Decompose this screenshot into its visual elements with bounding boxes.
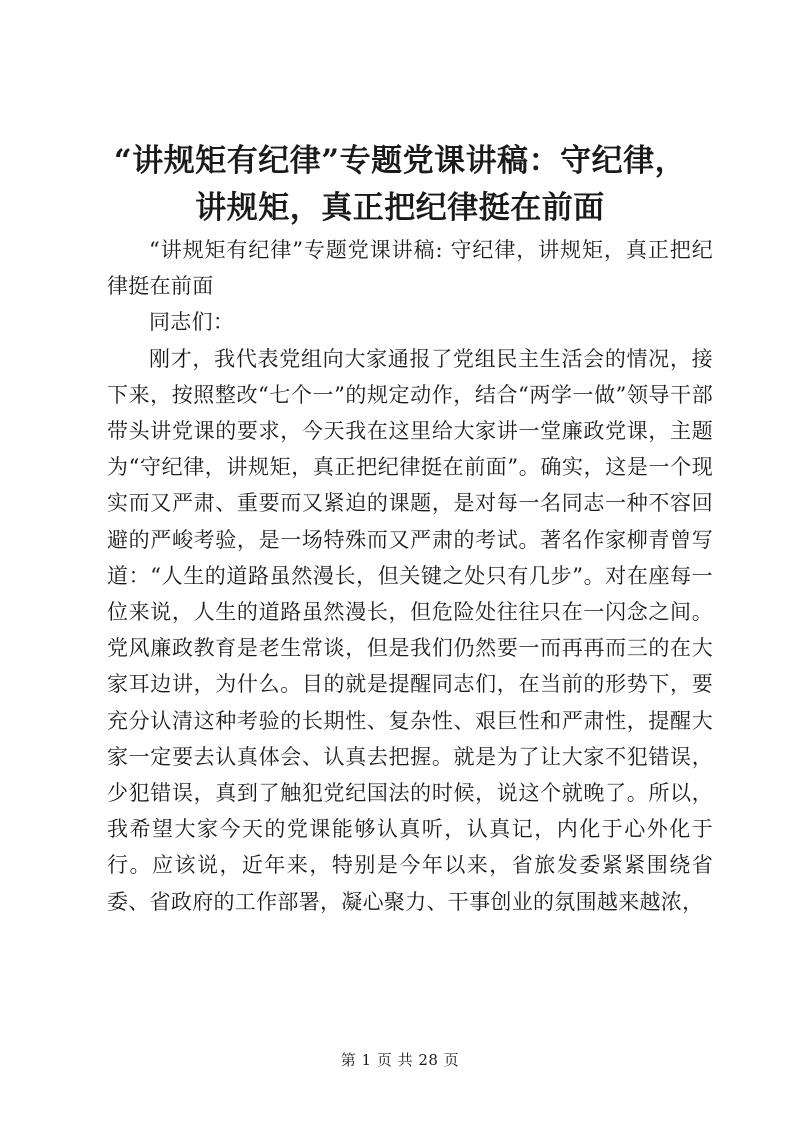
paragraph-subtitle: “讲规矩有纪律”专题党课讲稿: 守纪律，讲规矩，真正把纪律挺在前面 (107, 238, 713, 299)
document-title: “讲规矩有纪律”专题党课讲稿：守纪律，讲规矩，真正把纪律挺在前面 (113, 143, 687, 226)
document-body (107, 232, 713, 920)
page-footer: 第 1 页 共 28 页 (340, 1051, 460, 1069)
paragraph-greeting: 同志们： (149, 310, 235, 335)
paragraph-main: 刚才，我代表党组向大家通报了党组民主生活会的情况，接下来，按照整改“七个一”的规定动作，结合“两学一做”领导干部带头讲党课的要求，今天我在这里给大家讲一堂廉政党课，主题为“守纪律，讲规矩，真正把纪律挺在前面”。确实，这是一个现实而又严肃、重要而又紧迫的课题，是对每一名同志一种不容回避的严峻考验，是一场特殊而又严肃的考试。著名作家柳青曾写道：“人生的道路虽然漫长，但关键之处只有几步”。对在座每一位来说，人生的道路虽然漫长，但危险处往往只在一闪念之间。党风廉政教育是老生常谈，但是我们仍然要一而再再而三的在大家耳边讲，为什么。目的就是提醒同志们，在当前的形势下，要充分认清这种考验的长期性、复杂性、艰巨性和严肃性，提醒大家一定要去认真体会、认真去把握。就是为了让大家不犯错误，少犯错误，真到了触犯党纪国法的时候，说这个就晚了。所以，我希望大家今天的党课能够认真听，认真记，内化于心外化于行。应该说，近年来，特别是今年以来，省旅发委紧紧围绕省委、省政府的工作部署，凝心聚力、干事创业的氛围越来越浓， (107, 346, 713, 914)
